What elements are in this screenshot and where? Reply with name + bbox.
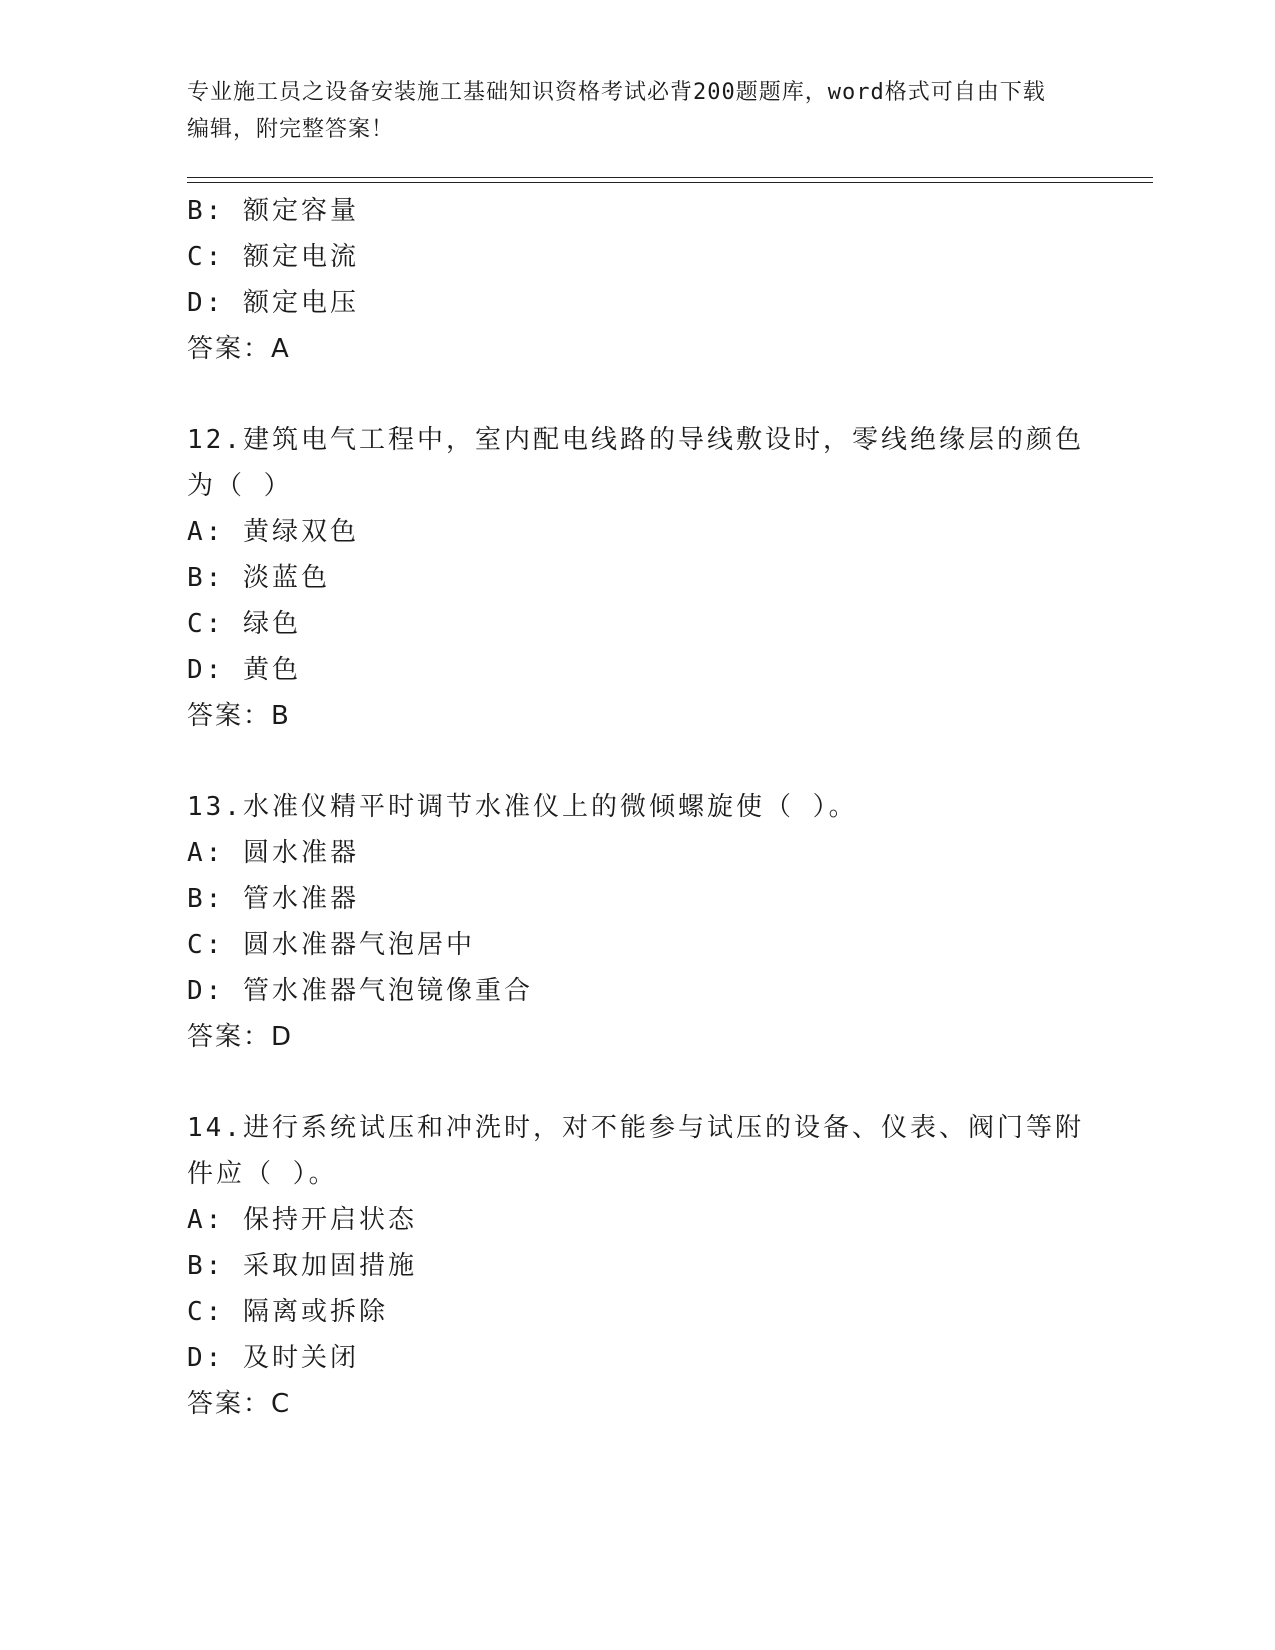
option-a: A: 黄绿双色 <box>187 517 359 547</box>
question-stem-continued: 为（ ） <box>187 471 293 501</box>
question-list <box>187 188 1087 1427</box>
option-a: A: 保持开启状态 <box>187 1205 417 1235</box>
question-14 <box>187 1105 1087 1427</box>
option-b: B: 淡蓝色 <box>187 563 330 593</box>
header-title: 专业施工员之设备安装施工基础知识资格考试必背200题题库，word格式可自由下载编辑，附完整答案！ <box>187 80 1046 142</box>
question-stem: 14.进行系统试压和冲洗时，对不能参与试压的设备、仪表、阀门等附 <box>187 1113 1084 1143</box>
question-stem: 12.建筑电气工程中，室内配电线路的导线敷设时，零线绝缘层的颜色 <box>187 425 1084 455</box>
option-d: D: 及时关闭 <box>187 1343 359 1373</box>
option-c: C: 绿色 <box>187 609 301 639</box>
header-divider-top <box>187 177 1153 178</box>
option-c: C: 隔离或拆除 <box>187 1297 388 1327</box>
option-d: D: 额定电压 <box>187 288 359 318</box>
option-b: B: 采取加固措施 <box>187 1251 417 1281</box>
question-stem-continued: 件应（ ）。 <box>187 1159 338 1189</box>
option-c: C: 圆水准器气泡居中 <box>187 930 475 960</box>
answer-line: 答案：D <box>187 1022 294 1052</box>
option-a: A: 圆水准器 <box>187 838 359 868</box>
option-b: B: 额定容量 <box>187 196 359 226</box>
option-b: B: 管水准器 <box>187 884 359 914</box>
option-d: D: 管水准器气泡镜像重合 <box>187 976 533 1006</box>
answer-line: 答案：B <box>187 701 291 731</box>
document-header <box>187 74 1067 148</box>
answer-line: 答案：C <box>187 1389 292 1419</box>
question-stem: 13.水准仪精平时调节水准仪上的微倾螺旋使（ ）。 <box>187 792 858 822</box>
question-13 <box>187 784 1087 1060</box>
answer-line: 答案：A <box>187 334 291 364</box>
option-c: C: 额定电流 <box>187 242 359 272</box>
question-11-fragment <box>187 188 1087 372</box>
question-12 <box>187 417 1087 739</box>
option-d: D: 黄色 <box>187 655 301 685</box>
header-divider-bottom <box>187 182 1153 183</box>
